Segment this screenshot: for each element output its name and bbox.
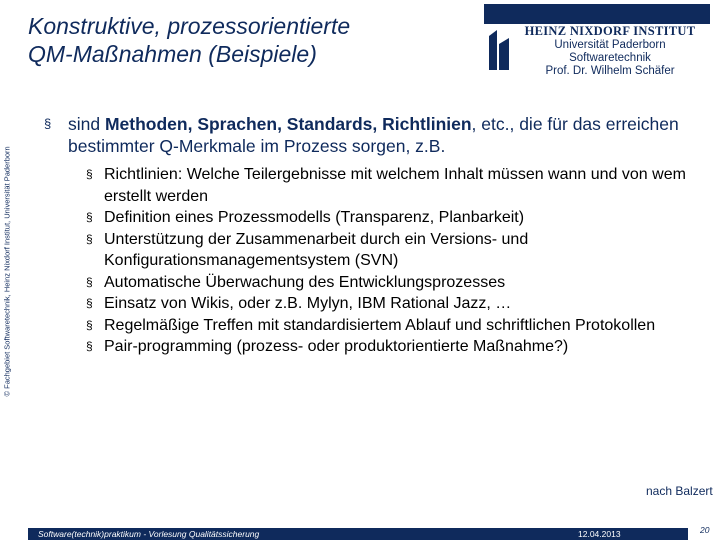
- main-bullet-bold: Methoden, Sprachen, Standards, Richtlinien: [104, 114, 472, 134]
- list-item-text: Unterstützung der Zusammenarbeit durch ein Versions- und Konfigurationsmanagementsystem (SVN): [104, 230, 529, 269]
- footer-course: Software(technik)praktikum - Vorlesung Qualitätssicherung: [38, 529, 260, 539]
- main-bullet: [44, 113, 704, 157]
- bullet-marker: §: [44, 116, 52, 131]
- copyright-sidebar: © Fachgebiet Softwaretechnik, Heinz Nixdorf Institut, Universität Paderborn: [2, 146, 12, 397]
- bullet-marker: §: [86, 339, 93, 353]
- footer-date: 12.04.2013: [578, 529, 621, 539]
- list-item: [86, 272, 706, 294]
- bullet-marker: §: [86, 274, 93, 289]
- logo-line-department: Softwaretechnik: [569, 52, 651, 64]
- list-item: [86, 336, 706, 358]
- slide-title: [28, 12, 448, 68]
- page-number: 20: [700, 525, 710, 535]
- main-bullet-suffix: , etc., die für das erreichen bestimmter Q-Merkmale im Prozess sorgen, z.B.: [68, 114, 679, 156]
- list-item: [86, 315, 706, 337]
- title-line-2: QM-Maßnahmen (Beispiele): [28, 41, 317, 67]
- list-item-text: Automatische Überwachung des Entwicklungsprozesses: [104, 273, 506, 291]
- logo-top-band: [484, 4, 710, 24]
- title-line-1: Konstruktive, prozessorientierte: [28, 13, 351, 39]
- list-item: [86, 229, 706, 272]
- logo-line-university: Universität Paderborn: [554, 39, 666, 51]
- bullet-marker: §: [86, 296, 93, 310]
- list-item-text: Pair-programming (prozess- oder produktorientierte Maßnahme?): [104, 338, 569, 355]
- list-item: [86, 293, 706, 315]
- list-item-text: Definition eines Prozessmodells (Transparenz, Planbarkeit): [104, 209, 525, 226]
- list-item-text: Regelmäßige Treffen mit standardisiertem Ablauf und schriftlichen Protokollen: [104, 316, 656, 334]
- bullet-marker: §: [86, 317, 93, 332]
- bullet-marker: §: [86, 231, 93, 246]
- institute-logo: [484, 4, 710, 80]
- list-item-text: Richtlinien: Welche Teilergebnisse mit welchem Inhalt müssen wann und von wem erstellt werden: [104, 166, 686, 205]
- source-credit: nach Balzert: [646, 484, 713, 498]
- list-item: [86, 207, 706, 229]
- hni-logo-mark-icon: [486, 26, 512, 74]
- list-item-text: Einsatz von Wikis, oder z.B. Mylyn, IBM Rational Jazz, …: [104, 295, 512, 312]
- bullet-marker: §: [86, 210, 93, 224]
- sub-bullet-list: [86, 164, 706, 358]
- bullet-marker: §: [86, 167, 93, 181]
- main-bullet-prefix: sind: [68, 114, 105, 134]
- list-item: [86, 164, 706, 207]
- logo-line-professor: Prof. Dr. Wilhelm Schäfer: [545, 65, 675, 77]
- logo-name: HEINZ NIXDORF INSTITUT: [524, 24, 696, 38]
